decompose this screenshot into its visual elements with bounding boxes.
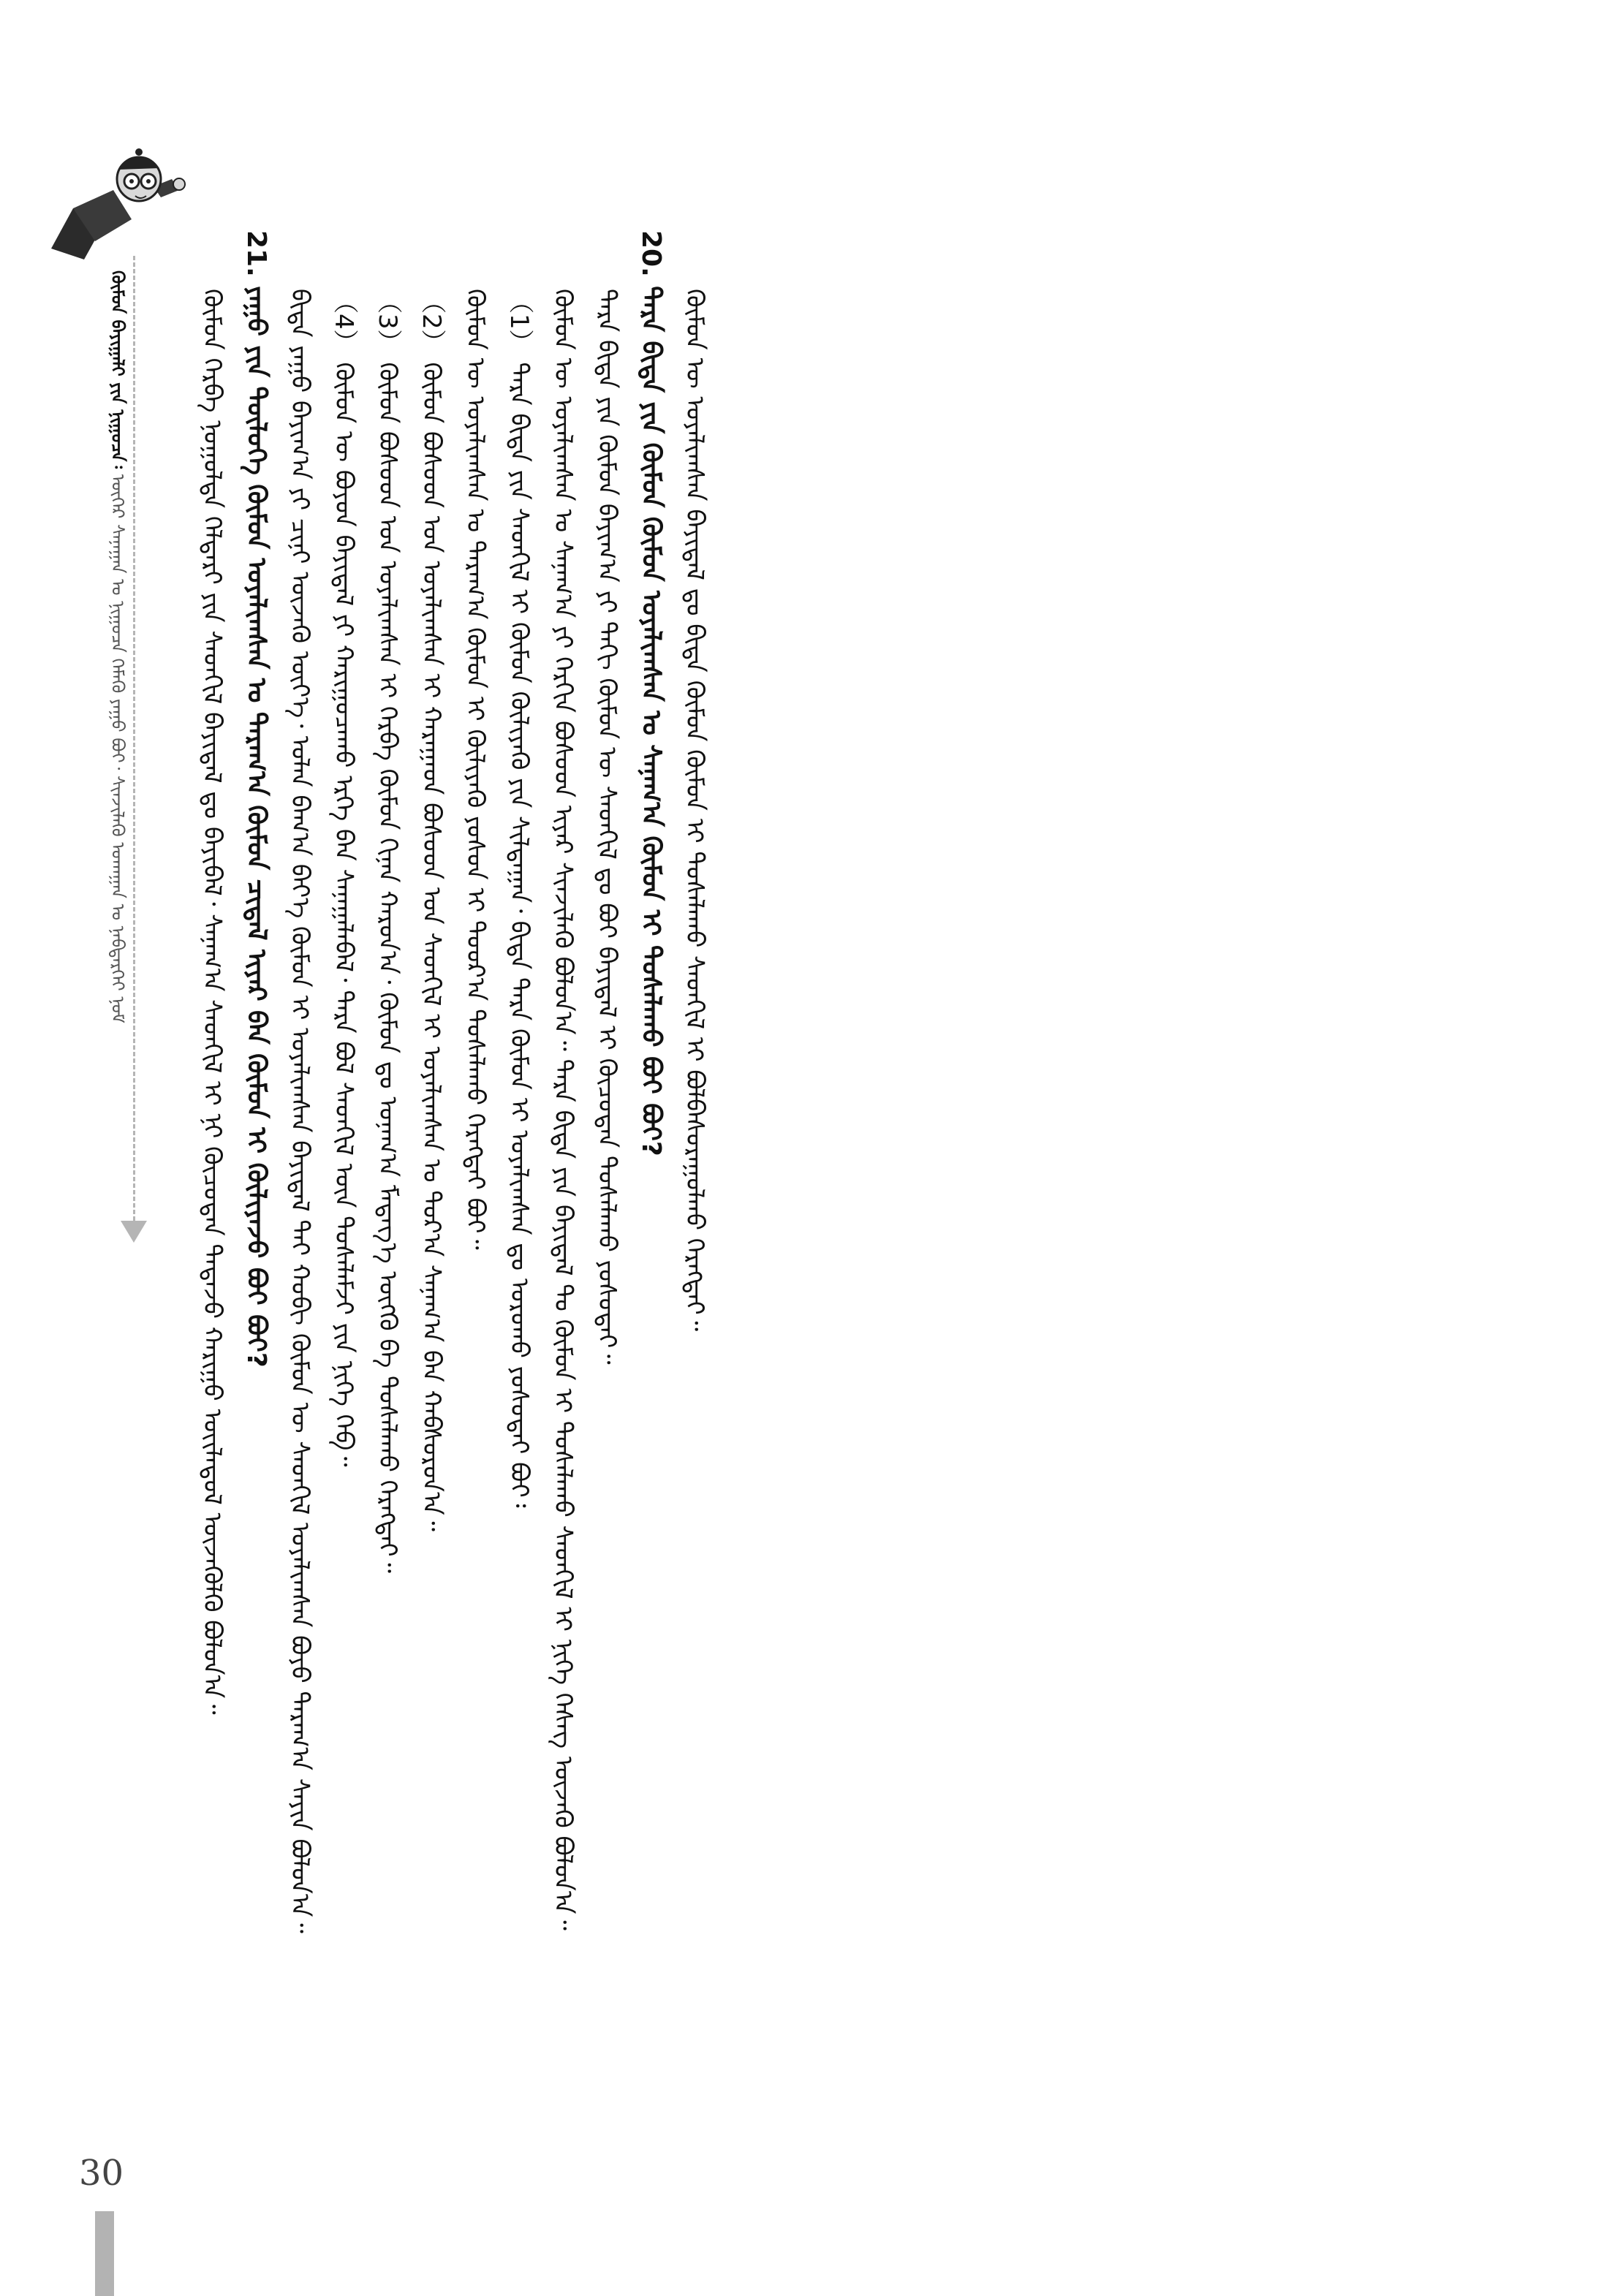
running-header [102,270,132,1235]
body-text [190,230,1433,2021]
numbered-item: （4） ᠬᠦᠮᠦᠨ ᠦ ᠪᠤᠶᠤᠨ ᠪᠠᠶᠢᠳᠠᠯ ᠶᠢ ᠬᠠᠷᠢᠭᠤᠴᠠᠬᠤ ᠡᠷᠬᠡ ᠪᠠᠨ ᠰᠠᠨᠠᠭᠠᠯᠠᠪᠠᠯ᠂ ᠲᠡᠷᠡ ᠪᠤᠯ ᠰᠡᠳᠬᠢᠯ ᠦᠨ ᠲᠤᠰᠠᠯᠠᠮᠵᠢ ᠶᠢᠨ ᠨᠢᠭᠡ ᠬᠡᠪ᠃ [329,289,358,1467]
series-label: ᠬᠦᠮᠦᠨ ᠪᠠᠶᠢᠭᠠᠯᠢ ᠶᠢᠨ ᠨᠢᠭᠤᠴᠠ᠄ [107,270,128,469]
numbered-item: （1） ᠲᠡᠷᠡ ᠪᠢᠳᠡ ᠶᠢᠨ ᠰᠡᠳᠬᠢᠯ ᠢ ᠬᠦᠮᠦᠨ ᠬᠦᠯᠢᠶᠡᠬᠦ ᠶᠢᠨ ᠰᠢᠯᠲᠠᠭᠠᠨ᠂ ᠪᠢᠳᠡ ᠲᠡᠷᠡ ᠬᠦᠮᠦᠨ ᠢ ᠤᠶᠠᠯᠢᠭᠰᠠᠨ ᠳᠤ ᠣᠷᠤᠬᠤ ᠶᠤᠰᠤᠲᠠᠢ ᠪᠤᠢ᠄ [504,289,534,1508]
question-heading: 20. ᠲᠡᠷᠡ ᠪᠢᠳᠡ ᠶᠢᠨ ᠬᠦᠮᠦᠨ ᠬᠦᠮᠦᠨ ᠤᠶᠠᠯᠢᠭᠰᠠᠨ ᠤ ᠰᠠᠨᠠᠭ᠎ᠠ ᠬᠦᠮᠦᠨ ᠢ ᠲᠤᠰᠠᠯᠠᠬᠤ ᠪᠤᠢ ᠪᠤᠢ? [636,230,666,1156]
running-title: ᠦᠬᠡᠷ ᠰᠠᠨᠠᠭᠠᠨ ᠤ ᠨᠢᠭᠤᠴᠠ ᠬᠡᠮᠡᠬᠦ ᠶᠠᠭᠤ ᠪᠤᠢ᠂ ᠰᠢᠨᠵᠢᠯᠡᠬᠦ ᠤᠬᠠᠭᠠᠨ ᠤ ᠨᠡᠪᠲᠡᠷᠬᠡᠢ ᠨᠤᠮ [107,474,128,1023]
paragraph: ᠬᠦᠮᠦᠨ ᠦ ᠤᠶᠠᠯᠢᠭᠰᠠᠨ ᠤ ᠳᠠᠷᠠᠭ᠎ᠠ ᠬᠦᠮᠦᠨ ᠢ ᠬᠦᠯᠢᠶᠡᠬᠦ ᠶᠤᠰᠤᠨ ᠢ ᠳᠣᠤᠷ᠎ᠠ ᠲᠤᠰᠠᠯᠠᠬᠤ ᠬᠡᠷᠡᠭᠲᠡᠶ ᠪᠤᠢ᠃ [461,289,490,1250]
paragraph: ᠬᠦᠮᠦᠨ ᠦ ᠤᠶᠠᠯᠢᠭᠰᠠᠨ ᠤ ᠰᠠᠨᠠᠭ᠎ᠠ ᠶᠢ ᠬᠡᠷᠬᠢᠨ ᠪᠤᠰᠤᠳ ᠢᠶᠠᠷ ᠰᠢᠨᠵᠢᠯᠡᠬᠦ ᠪᠣᠯᠤᠨ᠎ᠠ᠃ ᠲᠡᠷᠡ ᠪᠢᠳᠡ ᠶᠢᠨ ᠪᠠᠶᠢᠳᠠᠯ ᠲᠤ ᠬᠦᠮᠦᠨ ᠢ ᠲᠤᠰᠠᠯᠠᠬᠤ ᠰᠡᠳᠬᠢᠯ ᠢ ᠨᠢᠭᠡ ᠬᠡᠰᠡᠭ ᠦᠵᠡᠬᠦ ᠪᠣᠯᠤᠨ᠎ᠠ᠃ [548,289,578,1931]
page-edge-bar [95,2211,114,2296]
header-dashed-rule [133,256,135,1221]
paragraph: ᠲᠡᠷᠡ ᠪᠢᠳᠡ ᠶᠢᠨ ᠬᠦᠮᠦᠨ ᠪᠠᠶᠢᠭ᠎ᠠ ᠶᠢ ᠲᠡᠬᠢ ᠬᠦᠮᠦᠨ ᠦ ᠰᠡᠳᠬᠢᠯ ᠳᠤ ᠪᠤᠢ ᠪᠠᠶᠢᠳᠠᠯ ᠢ ᠬᠦᠴᠦᠳᠡᠨ ᠲᠤᠰᠠᠯᠠᠬᠤ ᠶᠤᠰᠤᠲᠠᠢ᠃ [592,289,621,1365]
question-heading: 21. ᠶᠠᠭᠤ ᠶᠢᠨ ᠲᠥᠯᠦᠭᠡ ᠬᠦᠮᠦᠨ ᠤᠶᠠᠯᠢᠭᠰᠠᠨ ᠤ ᠳᠠᠷᠠᠭ᠎ᠠ ᠬᠦᠮᠦᠨ ᠴᠢᠳᠠᠯ ᠢᠶᠠᠷ ᠪᠠᠨ ᠬᠦᠮᠦᠨ ᠢ ᠬᠦᠯᠢᠶᠡᠵᠦ ᠪᠤᠢ ᠪᠤᠢ? [241,230,271,1368]
page-number: 30 [79,2153,124,2194]
mascot-illustration [44,139,190,263]
paragraph: ᠬᠦᠮᠦᠨ ᠦ ᠤᠶᠠᠯᠢᠭᠰᠠᠨ ᠪᠠᠶᠢᠳᠠᠯ ᠳᠤ ᠪᠢᠳᠡ ᠬᠦᠮᠦᠨ ᠬᠦᠮᠦᠨ ᠢ ᠲᠤᠰᠠᠯᠠᠬᠤ ᠰᠡᠳᠬᠢᠯ ᠢ ᠪᠤᠯᠪᠠᠰᠤᠷᠠᠭᠤᠯᠬᠤ ᠬᠡᠷᠡᠭᠲᠡᠶ᠃ [680,289,709,1332]
numbered-item: （2） ᠬᠦᠮᠦᠨ ᠪᠤᠰᠤᠳ ᠤᠨ ᠤᠶᠠᠯᠢᠭᠰᠠᠨ ᠢ ᠬᠠᠷᠠᠭᠠᠳ ᠪᠤᠰᠤᠳ ᠤᠨ ᠰᠡᠳᠬᠢᠯ ᠢ ᠤᠶᠠᠯᠢᠭᠰᠠᠨ ᠤ ᠳᠤᠷ᠎ᠠ ᠰᠠᠨᠠᠭ᠎ᠠ ᠪᠠᠨ ᠬᠠᠪᠰᠤᠷᠤᠨ᠎ᠠ᠃ [417,289,446,1532]
paragraph: ᠪᠢᠳᠡ ᠶᠠᠭᠤ ᠪᠠᠶᠢᠭ᠎ᠠ ᠶᠢ ᠴᠢᠨᠢ ᠦᠵᠡᠬᠦ ᠦᠶ᠎ᠡ᠂ ᠣᠯᠠᠨ ᠪᠠᠭ᠎ᠠ ᠪᠡᠶ᠎ᠡ ᠬᠦᠮᠦᠨ ᠢ ᠤᠶᠠᠯᠢᠭᠰᠠᠨ ᠪᠠᠶᠢᠳᠠᠯ ᠲᠠᠢ ᠬᠤᠪᠢ ᠬᠦᠮᠦᠨ ᠦ ᠰᠡᠳᠬᠢᠯ ᠤᠶᠠᠯᠢᠭᠰᠠᠨ ᠪᠤᠶᠤ ᠳᠠᠷᠠᠭ᠎ᠠ ᠰᠠᠶᠢᠨ ᠪᠣᠯᠤᠨ᠎ᠠ᠃ [285,289,314,1933]
header-arrow-icon [121,1221,147,1243]
numbered-item: （3） ᠬᠦᠮᠦᠨ ᠪᠤᠰᠤᠳ ᠤᠨ ᠤᠶᠠᠯᠢᠭᠰᠠᠨ ᠢ ᠬᠡᠷᠪᠡ ᠬᠦᠮᠦᠨ ᠬᠢᠨᠠᠨ ᠬᠠᠷᠤᠨ᠎ᠠ᠂ ᠬᠦᠮᠦᠨ ᠳᠤ ᠤᠨᠠᠭ᠎ᠠ ᠮᠡᠳᠡᠭ᠎ᠡ ᠦᠭᠬᠦ ᠪᠠ ᠲᠤᠰᠠᠯᠠᠬᠤ ᠬᠡᠷᠡᠭᠲᠡᠶ᠃ [373,289,402,1574]
paragraph: ᠬᠦᠮᠦᠨ ᠬᠡᠷᠪᠡ ᠨᠤᠭᠤᠯᠲᠠ ᠬᠡᠯᠳᠡᠷᠢ ᠶᠢᠨ ᠰᠡᠳᠬᠢᠯ ᠪᠠᠶᠢᠳᠠᠯ ᠳᠤ ᠪᠠᠶᠢᠪᠠᠯ᠂ ᠰᠠᠨᠠᠭ᠎ᠠ ᠰᠡᠳᠬᠢᠯ ᠢ ᠨᠢ ᠬᠦᠴᠦᠳᠡᠨ ᠲᠠᠲᠠᠵᠤ ᠬᠠᠷᠢᠭᠤ ᠦᠢᠯᠡᠳᠦᠯ ᠦᠵᠡᠭᠦᠯᠬᠦ ᠪᠣᠯᠤᠨ᠎ᠠ᠃ [197,289,227,1715]
